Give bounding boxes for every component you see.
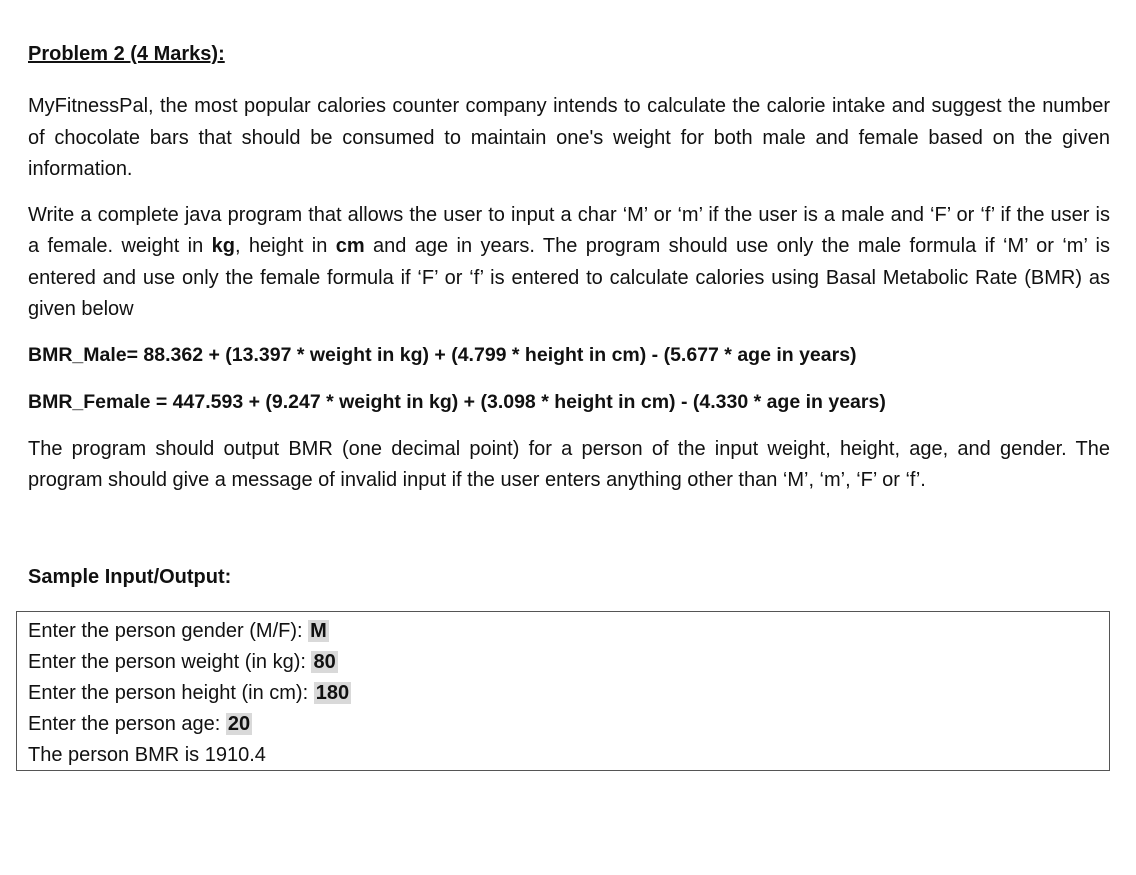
instructions-text-1: Write a complete java program that allows the user to input a char ‘M’ or ‘m’ if the user is a male and ‘F’ or ‘f’ if the user is a female. weight in [28,203,1110,257]
formula-male: BMR_Male= 88.362 + (13.397 * weight in kg) + (4.799 * height in cm) - (5.677 * age in years) [28,343,857,366]
intro-paragraph: MyFitnessPal, the most popular calories counter company intends to calculate the calorie intake and suggest the number of chocolate bars that should be consumed to maintain one's weight for both male and female based on the given information. [28,95,1110,180]
console-input: 20 [227,713,251,735]
problem-heading: Problem 2 (4 Marks): [28,43,225,65]
console-prompt: Enter the person gender (M/F): [28,620,309,642]
console-prompt: Enter the person age: [28,713,226,735]
cm-unit: cm [335,235,365,257]
console-line-age [28,709,1109,740]
instructions-text-3: and age in years. The program should use only the male formula if ‘M’ or ‘m’ is entered and use only the female formula if ‘F’ or ‘f’ is entered to calculate calories using Basal Metabolic Rate (BMR) as given below [28,235,1110,320]
console-line-result: The person BMR is 1910.4 [28,744,266,766]
document-page [28,40,1110,605]
instructions-paragraph [28,200,1110,326]
instructions-text-2: , height in [234,235,336,257]
console-input: M [310,620,327,642]
console-prompt: Enter the person height (in cm): [28,682,314,704]
kg-unit: kg [211,235,235,257]
console-line-height [28,678,1109,709]
output-description: The program should output BMR (one decimal point) for a person of the input weight, height, age, and gender. The program should give a message of invalid input if the user enters anything other than ‘M’, ‘m’, ‘F’ or ‘f’. [28,437,1110,491]
console-line-gender [28,616,1109,647]
sample-heading: Sample Input/Output: [28,565,232,588]
console-input: 80 [313,651,336,673]
sample-console-box [16,611,1110,771]
formula-female: BMR_Female = 447.593 + (9.247 * weight in kg) + (3.098 * height in cm) - (4.330 * age in years) [28,390,886,413]
console-input: 180 [315,682,350,704]
console-line-weight [28,647,1109,678]
console-prompt: Enter the person weight (in kg): [28,651,312,673]
